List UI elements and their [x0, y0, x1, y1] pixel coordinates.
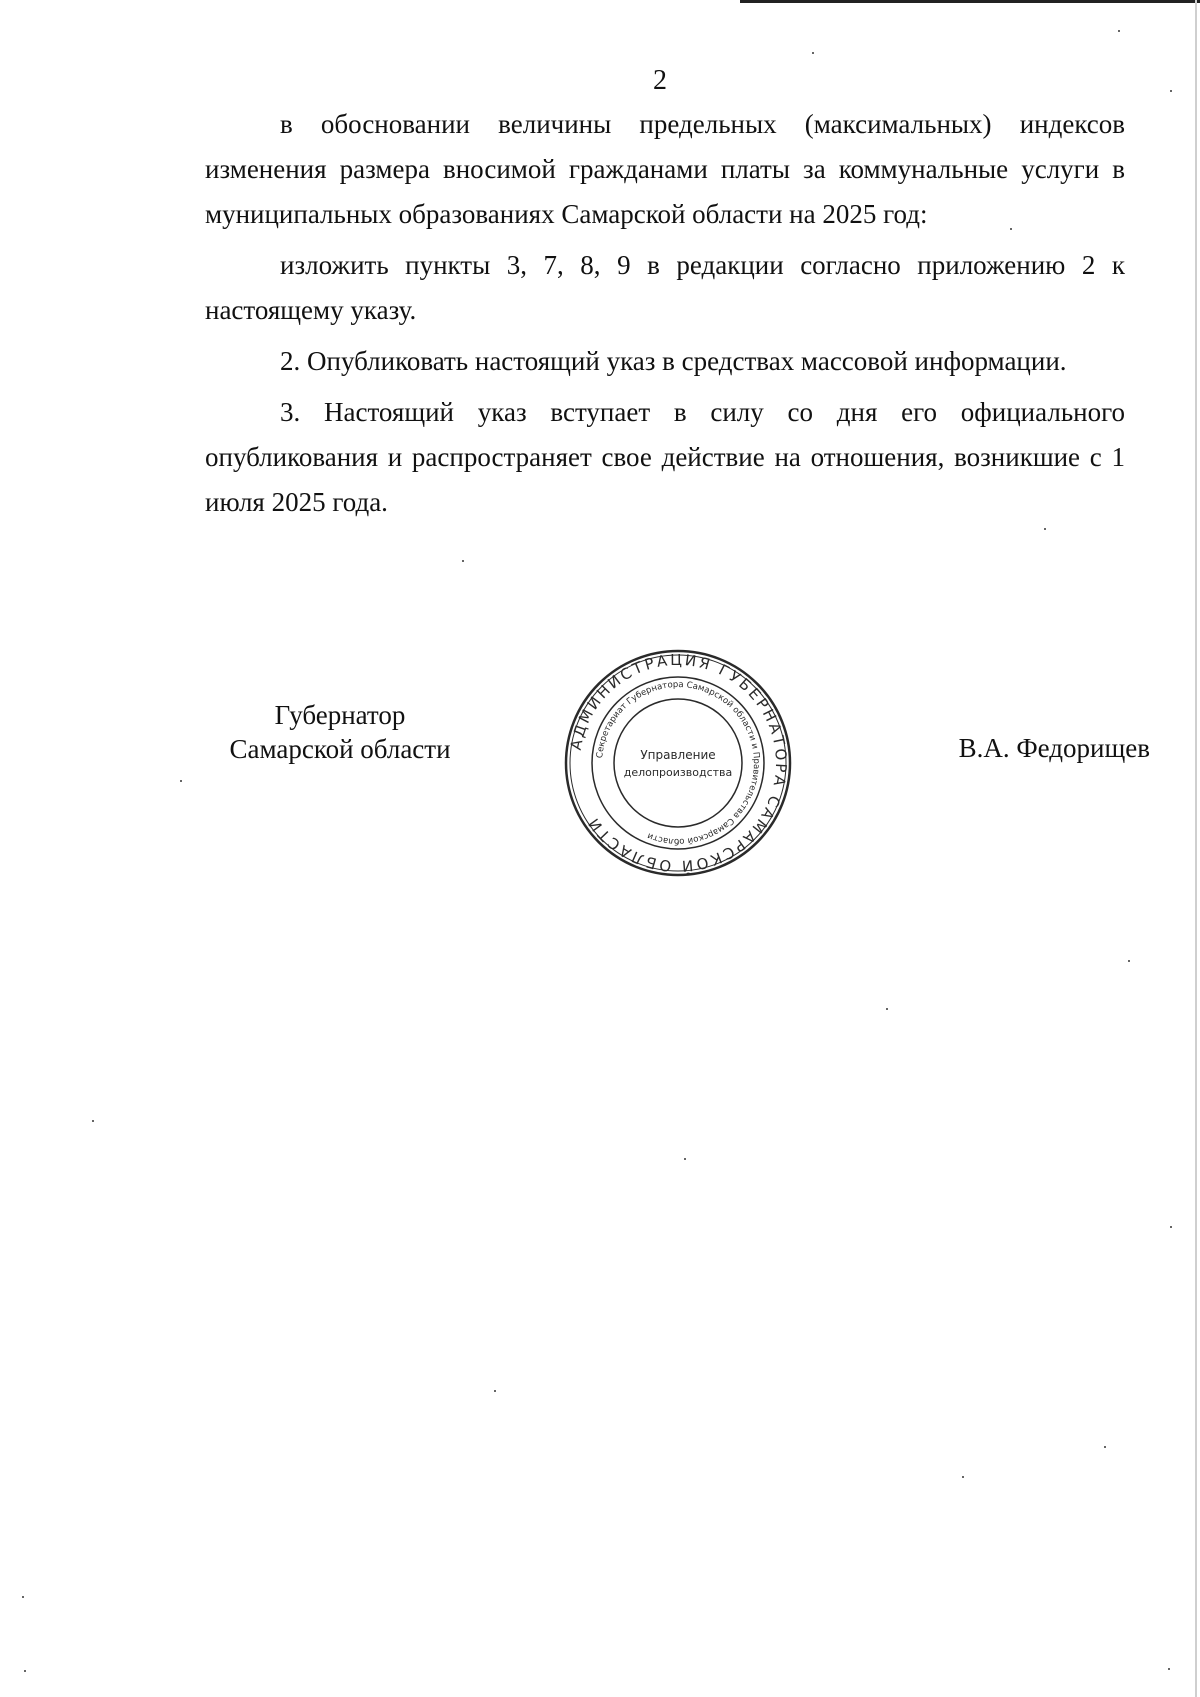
scan-speck [1044, 528, 1046, 530]
scan-speck [1170, 1226, 1172, 1228]
scan-speck [812, 52, 814, 54]
scan-speck [1118, 30, 1120, 32]
signatory-title-line2: Самарской области [229, 734, 451, 764]
paragraph-publish: 2. Опубликовать настоящий указ в средствах массовой информации. [280, 346, 1067, 376]
scan-speck [1010, 228, 1012, 230]
paragraph-amend-items: изложить пункты 3, 7, 8, 9 в редакции согласно приложению 2 к настоящему указу. [205, 250, 1125, 325]
scan-right-edge [1195, 0, 1197, 1697]
scan-speck [92, 1120, 94, 1122]
seal-middle-ring [592, 677, 764, 849]
scan-speck [886, 1008, 888, 1010]
scan-speck [462, 560, 464, 562]
seal-outer-text: АДМИНИСТРАЦИЯ ГУБЕРНАТОРА САМАРСКОЙ ОБЛАСТИ [566, 650, 791, 876]
scan-speck [1128, 960, 1130, 962]
body-text [205, 102, 1125, 525]
scan-speck [180, 780, 182, 782]
signatory-name: В.А. Федорищев [958, 733, 1150, 763]
scan-speck [494, 1390, 496, 1392]
seal-inner-text: Секретариат Губернатора Самарской области и Правительства Самарской области [595, 679, 762, 847]
scan-speck [1168, 1668, 1170, 1670]
seal-center-line2: делопроизводства [623, 766, 733, 779]
paragraph-justification: в обосновании величины предельных (максимальных) индексов изменения размера вносимой гражданами платы за коммунальные услуги в муниципальных образованиях Самарской области на 2025 год: [205, 109, 1125, 229]
signatory-title [205, 698, 475, 766]
seal-inner-ring [614, 699, 742, 827]
scan-speck [1170, 90, 1172, 92]
official-seal-stamp [563, 648, 793, 878]
scan-speck [24, 1670, 26, 1672]
seal-center-line1: Управление [640, 748, 716, 762]
scan-speck [22, 1596, 24, 1598]
scan-top-edge-line [740, 0, 1200, 3]
page-number: 2 [653, 65, 667, 96]
scan-speck [684, 1158, 686, 1160]
scan-speck [1104, 1446, 1106, 1448]
paragraph-effective-date: 3. Настоящий указ вступает в силу со дня его официального опубликования и распространяет свое действие на отношения, возникшие с 1 июля 2025 года. [205, 397, 1125, 517]
scan-speck [962, 1476, 964, 1478]
signatory-title-line1: Губернатор [274, 700, 406, 730]
